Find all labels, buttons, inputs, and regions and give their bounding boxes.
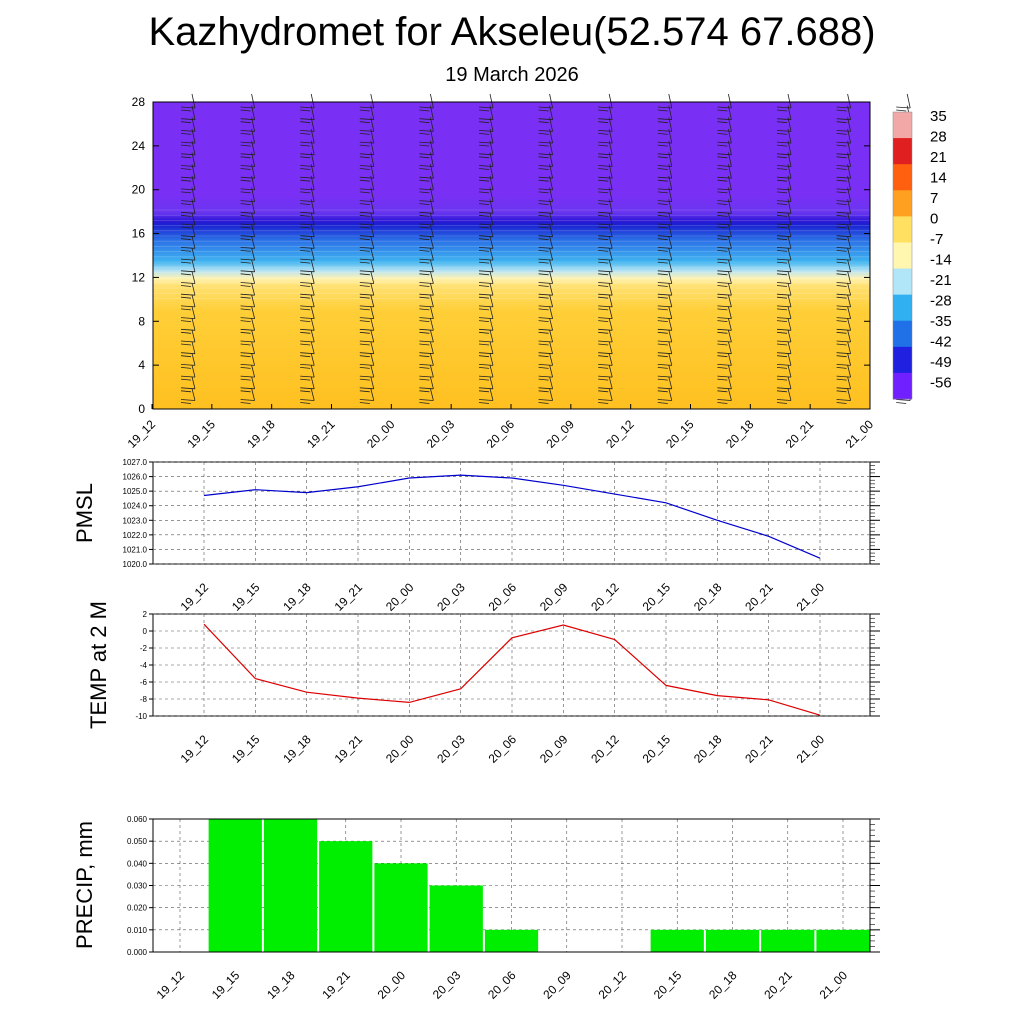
xtick-label: 20_03 (434, 732, 468, 766)
heatmap-ytick-label: 24 (131, 138, 145, 153)
xtick-label: 20_21 (742, 580, 776, 614)
ytick-label: 2 (142, 610, 147, 619)
colorbar-label: -14 (930, 251, 952, 269)
heatmap-ytick-label: 28 (131, 95, 145, 109)
colorbar-segment (893, 112, 912, 139)
ytick-label: 1021.0 (122, 545, 147, 555)
ytick-label: 1025.0 (122, 487, 147, 497)
xtick-label: 20_06 (485, 968, 519, 1002)
colorbar-segment (893, 164, 912, 191)
xtick-label: 19_18 (280, 580, 314, 614)
colorbar-label: -35 (930, 313, 952, 330)
page-subtitle: 19 March 2026 (445, 64, 579, 86)
colorbar-label: -49 (930, 354, 952, 371)
heatmap-xtick-label: 20_15 (663, 417, 697, 451)
heatmap-ytick-label: 4 (138, 358, 145, 373)
heatmap-xtick-label: 19_18 (244, 417, 278, 451)
ytick-label: 0.010 (126, 925, 147, 935)
colorbar-segment (893, 269, 912, 296)
precip-bar (761, 930, 814, 952)
ytick-label: 0.060 (126, 815, 147, 824)
xtick-label: 19_15 (228, 580, 263, 614)
colorbar-segment (893, 216, 912, 243)
precip-bar (264, 819, 317, 952)
xtick-label: 20_00 (382, 580, 417, 614)
y-axis-title: PRECIP, mm (72, 821, 97, 949)
heatmap-field (153, 102, 870, 409)
precip-bar (319, 841, 372, 952)
panel-frame (153, 614, 870, 716)
colorbar-label: -7 (930, 231, 944, 248)
ytick-label: -4 (139, 661, 147, 670)
panel-3 (72, 815, 880, 1002)
colorbar-segment (893, 347, 912, 374)
xtick-label: 20_15 (639, 580, 674, 614)
colorbar-label: 35 (930, 108, 947, 125)
xtick-label: 19_12 (153, 968, 188, 1002)
xtick-label: 19_12 (177, 580, 212, 614)
xtick-label: 20_06 (485, 732, 520, 766)
colorbar-segment (893, 321, 912, 348)
precip-bar (430, 886, 483, 953)
colorbar-segment (893, 190, 912, 217)
heatmap-ytick-label: 12 (131, 270, 145, 285)
xtick-label: 20_15 (639, 732, 674, 766)
y-axis-title: PMSL (72, 483, 97, 543)
heatmap-ytick-label: 20 (131, 182, 145, 197)
ytick-label: 1024.0 (122, 501, 147, 511)
colorbar-label: 28 (930, 128, 947, 146)
ytick-label: 0.030 (126, 881, 147, 891)
xtick-label: 19_18 (264, 968, 298, 1002)
heatmap-xtick-label: 20_12 (603, 417, 637, 451)
heatmap-xtick-label: 20_09 (543, 417, 577, 451)
precip-bar (209, 819, 262, 952)
colorbar-segment (893, 138, 912, 165)
heatmap-xtick-label: 20_06 (483, 417, 518, 451)
heatmap-xtick-label: 19_21 (304, 417, 338, 451)
xtick-label: 20_12 (588, 732, 622, 766)
xtick-label: 20_21 (761, 968, 795, 1002)
xtick-label: 19_21 (319, 968, 353, 1002)
ytick-label: -10 (135, 712, 147, 721)
panel-1 (72, 458, 880, 614)
ytick-label: -6 (139, 678, 147, 687)
ytick-label: 1020.0 (122, 560, 147, 569)
heatmap-ytick-label: 8 (138, 314, 145, 329)
colorbar-segment (893, 373, 912, 400)
heatmap-xtick-label: 20_03 (423, 417, 458, 451)
heatmap-xtick-label: 21_00 (842, 417, 877, 451)
colorbar-segment (893, 295, 912, 322)
ytick-label: 0.020 (126, 903, 147, 913)
xtick-label: 20_09 (540, 968, 574, 1002)
xtick-label: 20_06 (485, 580, 520, 614)
colorbar-label: 7 (930, 190, 939, 207)
xtick-label: 19_15 (208, 968, 243, 1002)
xtick-label: 19_21 (331, 580, 366, 614)
colorbar-label: 0 (930, 210, 939, 228)
ytick-label: 1022.0 (122, 530, 147, 540)
xtick-label: 19_18 (280, 732, 314, 766)
xtick-label: 20_03 (429, 968, 464, 1002)
precip-bar (374, 863, 427, 952)
xtick-label: 20_21 (742, 732, 776, 766)
precip-bar (485, 930, 538, 952)
ytick-label: 0.040 (126, 859, 147, 869)
xtick-label: 19_21 (331, 732, 366, 766)
panel-2 (86, 601, 880, 766)
heatmap-xtick-label: 20_21 (782, 417, 817, 451)
xtick-label: 19_15 (228, 732, 263, 766)
xtick-label: 20_12 (588, 580, 622, 614)
xtick-label: 21_00 (793, 732, 828, 766)
xtick-label: 20_18 (706, 968, 740, 1002)
colorbar-label: -28 (930, 292, 952, 310)
panel-frame (153, 462, 870, 564)
xtick-label: 20_03 (434, 580, 468, 614)
colorbar-label: -21 (930, 272, 952, 289)
heatmap-xtick-label: 20_00 (363, 417, 398, 451)
page-title: Kazhydromet for Akseleu(52.574 67.688) (148, 10, 876, 54)
xtick-label: 20_09 (536, 732, 571, 766)
precip-bar (706, 930, 759, 952)
xtick-label: 21_00 (816, 968, 851, 1002)
heatmap-ytick-label: 0 (138, 402, 145, 416)
ytick-label: 0 (142, 627, 147, 636)
ytick-label: 1027.0 (122, 458, 147, 467)
ytick-label: -8 (139, 695, 147, 704)
heatmap-ytick-label: 16 (131, 226, 145, 241)
y-axis-title: TEMP at 2 M (86, 601, 111, 729)
xtick-label: 21_00 (793, 580, 828, 614)
heatmap-xtick-label: 20_18 (722, 417, 757, 451)
temperature-heatmap (153, 94, 910, 409)
ytick-label: 0.050 (126, 837, 147, 847)
xtick-label: 20_00 (382, 732, 417, 766)
ytick-label: 1023.0 (122, 516, 147, 526)
xtick-label: 20_12 (595, 968, 630, 1002)
xtick-label: 19_12 (177, 732, 212, 766)
ytick-label: 1026.0 (122, 472, 147, 482)
xtick-label: 20_18 (690, 580, 725, 614)
xtick-label: 20_15 (650, 968, 685, 1002)
ytick-label: -2 (139, 644, 147, 653)
xtick-label: 20_18 (690, 732, 725, 766)
precip-bar (651, 930, 704, 952)
heatmap-xtick-label: 19_12 (124, 417, 159, 451)
colorbar-segment (893, 242, 912, 269)
colorbar-label: 21 (930, 149, 947, 166)
colorbar-label: -56 (930, 374, 952, 392)
xtick-label: 20_00 (374, 968, 409, 1002)
precip-bar (816, 930, 869, 952)
ytick-label: 0.000 (126, 948, 147, 957)
heatmap-xtick-label: 19_15 (184, 417, 218, 451)
colorbar-label: -42 (930, 333, 952, 351)
xtick-label: 20_09 (536, 580, 571, 614)
colorbar-label: 14 (930, 169, 947, 187)
